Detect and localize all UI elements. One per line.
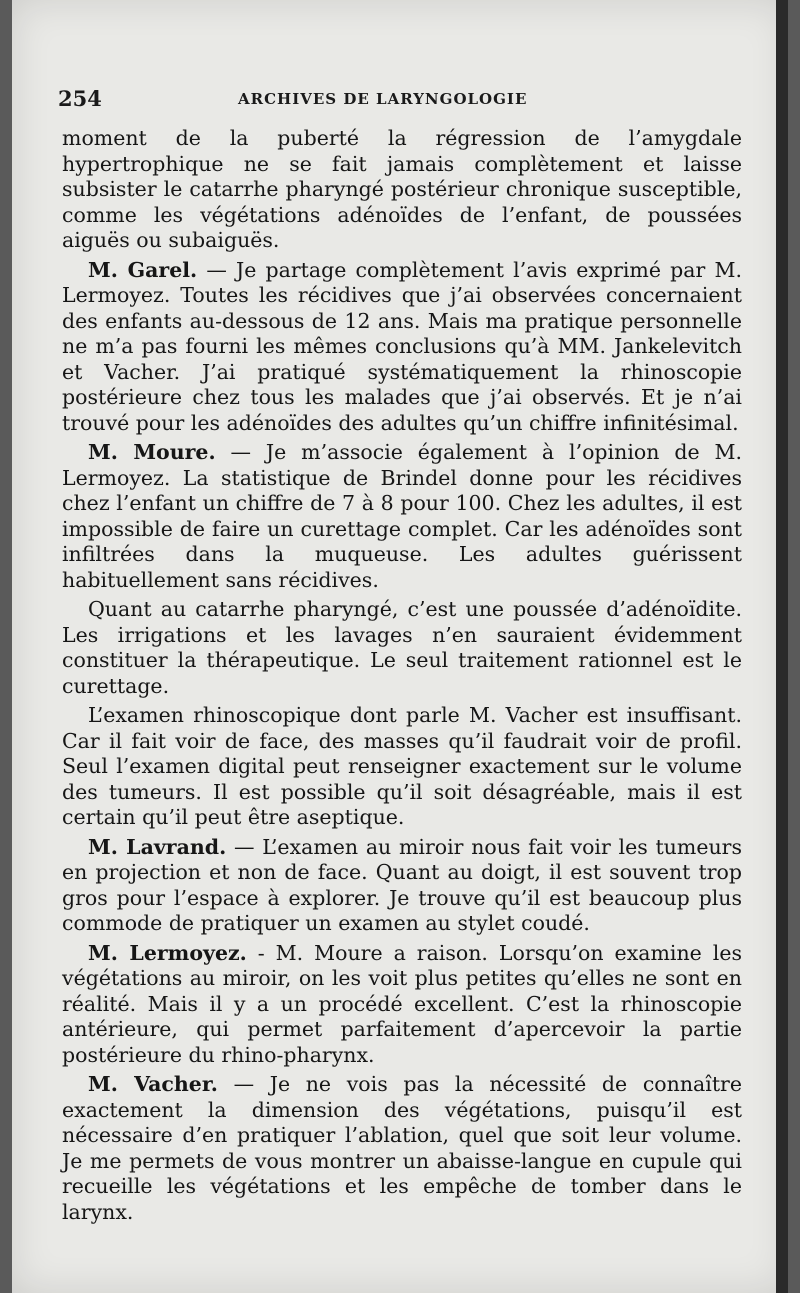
page-header: [58, 86, 748, 116]
speaker-name: M. Garel.: [88, 257, 198, 282]
paragraph-text: — Je partage complètement l’avis exprimé par M. Lermoyez. Toutes les récidives que j’ai observées concernaient des enfants au-dessous de 12 ans. Mais ma pratique personnelle ne m’a pas fourni les mêmes conclusions qu’à MM. Jankelevitch et Vacher. J’ai pratiqué systématiquement la rhinoscopie postérieure chez tous les malades que j’ai observés. Et je n’ai trouvé pour les adénoïdes des adultes qu’un chiffre infinitésimal.: [62, 257, 742, 435]
body-text: [62, 126, 742, 1225]
paragraph-text: — L’examen au miroir nous fait voir les tumeurs en projection et non de face. Quant au doigt, il est souvent trop gros pour l’espace à explorer. Je trouve qu’il est beaucoup plus commode de pratiquer un examen au stylet coudé.: [62, 834, 742, 935]
paragraph: [62, 440, 742, 593]
document-page: [12, 0, 788, 1293]
paragraph-text: - M. Moure a raison. Lorsqu’on examine les végétations au miroir, on les voit plus petites qu’elles ne sont en réalité. Mais il y a un procédé excellent. C’est la rhinoscopie antérieure, qui permet parfaitement d’apercevoir la partie postérieure du rhino-pharynx.: [62, 940, 742, 1067]
paragraph-text: moment de la puberté la régression de l’amygdale hypertrophique ne se fait jamais complètement et laisse subsister le catarrhe pharyngé postérieur chronique susceptible, comme les végétations adénoïdes de l’enfant, de poussées aiguës ou subaiguës.: [62, 126, 742, 252]
page-number: 254: [58, 86, 102, 111]
paragraph-text: — Je m’associe également à l’opinion de M. Lermoyez. La statistique de Brindel donne pour les récidives chez l’enfant un chiffre de 7 à 8 pour 100. Chez les adultes, il est impossible de faire un curettage complet. Car les adénoïdes sont infiltrées dans la muqueuse. Les adultes guérissent habituellement sans récidives.: [62, 440, 742, 592]
speaker-name: M. Moure.: [88, 440, 216, 464]
paragraph: [62, 1072, 742, 1225]
paragraph: [62, 703, 742, 831]
speaker-name: M. Vacher.: [88, 1072, 218, 1096]
paragraph: [62, 941, 742, 1069]
speaker-name: M. Lermoyez.: [88, 940, 247, 965]
speaker-name: M. Lavrand.: [88, 834, 227, 859]
paragraph: [62, 126, 742, 254]
paragraph-text: Quant au catarrhe pharyngé, c’est une poussée d’adénoïdite. Les irrigations et les lavages n’en sauraient évidemment constituer la thérapeutique. Le seul traitement rationnel est le curettage.: [62, 597, 742, 698]
paragraph: [62, 258, 742, 437]
paragraph-text: — Je ne vois pas la nécessité de connaître exactement la dimension des végétations, puisqu’il est nécessaire d’en pratiquer l’ablation, quel que soit leur volume. Je me permets de vous montrer un abaisse-langue en cupule qui recueille les végétations et les empêche de tomber dans le larynx.: [62, 1072, 742, 1224]
paragraph: [62, 597, 742, 699]
paragraph-text: L’examen rhinoscopique dont parle M. Vacher est insuffisant. Car il fait voir de face, des masses qu’il faudrait voir de profil. Seul l’examen digital peut renseigner exactement sur le volume des tumeurs. Il est possible qu’il soit désagréable, mais il est certain qu’il peut être aseptique.: [62, 703, 742, 829]
paragraph: [62, 835, 742, 937]
page-edge-shadow: [776, 0, 788, 1293]
running-title: ARCHIVES DE LARYNGOLOGIE: [238, 90, 528, 108]
